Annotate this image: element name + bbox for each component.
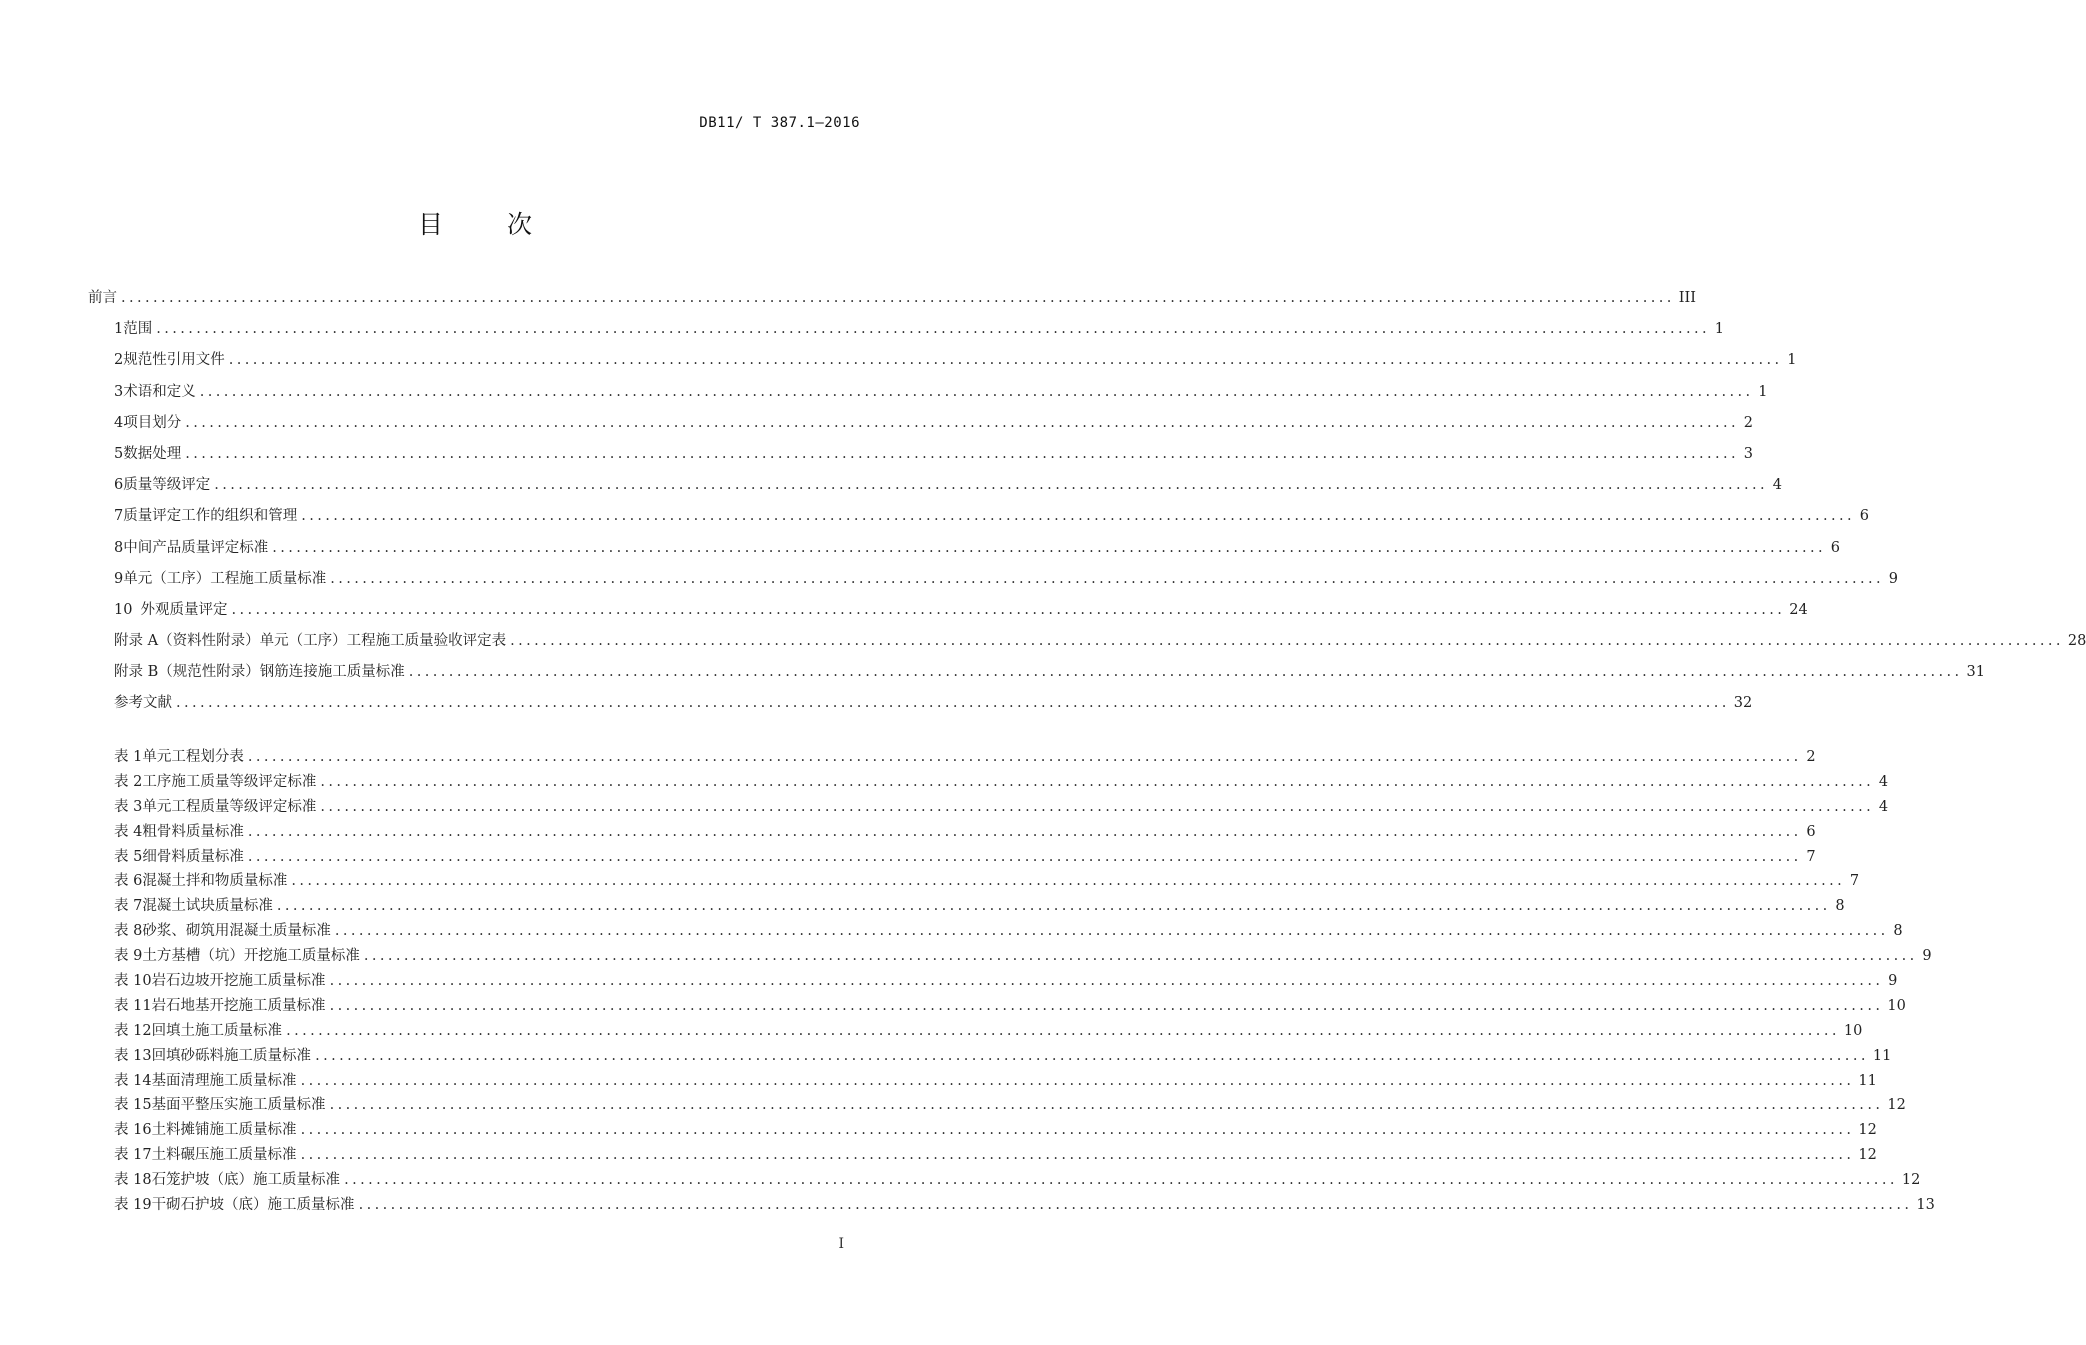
table-entry-title: 基面平整压实施工质量标准 — [151, 1097, 326, 1114]
dot-leader: .................................................................................................................................................................................................. — [329, 1097, 1884, 1114]
toc-entry-number: 7 — [114, 508, 124, 525]
table-entry-page: 10 — [1887, 997, 1906, 1014]
table-entry[interactable] — [114, 745, 1816, 770]
dot-leader: .................................................................................................................................................................................................. — [156, 321, 1711, 338]
toc-entry[interactable] — [114, 314, 1725, 345]
table-entry-number: 表 7 — [114, 898, 143, 915]
toc-entry-title: 单元（工序）工程施工质量验收评定表 — [259, 633, 507, 650]
dot-leader: .................................................................................................................................................................................................. — [330, 570, 1885, 587]
table-entry-number: 表 19 — [114, 1197, 152, 1214]
table-entry[interactable] — [114, 944, 1932, 969]
toc-entry-page: 2 — [1743, 414, 1754, 431]
table-entry[interactable] — [114, 919, 1903, 944]
table-entry-title: 土料碾压施工质量标准 — [151, 1147, 297, 1164]
document-code: DB11/ T 387.1—2016 — [699, 115, 860, 131]
toc-entry-page: 9 — [1888, 570, 1899, 587]
dot-leader: .................................................................................................................................................................................................. — [185, 445, 1740, 462]
table-entry[interactable] — [114, 994, 1906, 1019]
table-entry-page: 4 — [1878, 773, 1889, 790]
toc-entry-page: 6 — [1859, 508, 1870, 525]
toc-entry-number: 1 — [114, 321, 124, 338]
table-entry-title: 回填土施工质量标准 — [151, 1022, 283, 1039]
table-entry-title: 石笼护坡（底）施工质量标准 — [151, 1172, 341, 1189]
table-entry-number: 表 2 — [114, 773, 143, 790]
table-entry[interactable] — [114, 770, 1889, 795]
toc-entry[interactable] — [114, 533, 1841, 564]
dot-leader: .................................................................................................................................................................................................. — [408, 664, 1963, 681]
table-entry[interactable] — [114, 1044, 1892, 1069]
toc-entry-title: 中间产品质量评定标准 — [123, 539, 269, 556]
toc-entry-title: 外观质量评定 — [140, 601, 228, 618]
toc-entry-page: 1 — [1714, 321, 1725, 338]
table-entry-page: 12 — [1858, 1147, 1877, 1164]
table-entry-page: 6 — [1806, 823, 1816, 840]
table-entry-page: 11 — [1872, 1047, 1892, 1064]
table-entry-title: 工序施工质量等级评定标准 — [142, 773, 317, 790]
toc-entry[interactable] — [114, 377, 1768, 408]
toc-entry-number: 3 — [114, 383, 124, 400]
table-entry-page: 7 — [1806, 848, 1816, 865]
table-entry[interactable] — [114, 845, 1816, 870]
toc-entry-number: 8 — [114, 539, 124, 556]
table-entry-number: 表 1 — [114, 749, 143, 765]
toc-entry-page: 3 — [1743, 445, 1754, 462]
table-entry[interactable] — [114, 1193, 1935, 1218]
dot-leader: .................................................................................................................................................................................................. — [276, 898, 1831, 915]
toc-entry[interactable] — [114, 688, 1753, 719]
dot-leader: .................................................................................................................................................................................................. — [228, 352, 1783, 369]
toc-entry-number: 10 — [114, 601, 133, 618]
dot-leader: .................................................................................................................................................................................................. — [320, 773, 1875, 790]
table-entry-title: 基面清理施工质量标准 — [151, 1072, 297, 1089]
toc-entry-page: 1 — [1758, 383, 1768, 400]
dot-leader: .................................................................................................................................................................................................. — [286, 1022, 1840, 1039]
table-entry-page: 9 — [1888, 973, 1898, 990]
toc-entry-page: 1 — [1787, 352, 1797, 369]
dot-leader: .................................................................................................................................................................................................. — [185, 414, 1740, 431]
dot-leader: .................................................................................................................................................................................................. — [329, 997, 1884, 1014]
table-entry-page: 2 — [1806, 749, 1816, 765]
table-entry-page: 7 — [1849, 873, 1860, 890]
table-entry-title: 回填砂砾料施工质量标准 — [151, 1047, 312, 1064]
toc-entry-title: 项目划分 — [123, 414, 182, 431]
table-entry-page: 12 — [1901, 1172, 1921, 1189]
table-entry-page: 10 — [1843, 1022, 1863, 1039]
toc-entry-number: 6 — [114, 477, 124, 494]
toc-entry-page: 4 — [1772, 477, 1783, 494]
table-entry-number: 表 18 — [114, 1172, 152, 1189]
dot-leader: .................................................................................................................................................................................................. — [329, 973, 1884, 990]
dot-leader: .................................................................................................................................................................................................. — [334, 923, 1889, 940]
toc-entry[interactable] — [114, 501, 1870, 532]
table-entry-number: 表 8 — [114, 923, 143, 940]
toc-entry-page: 6 — [1830, 539, 1841, 556]
dot-leader: .................................................................................................................................................................................................. — [344, 1172, 1898, 1189]
toc-entry-number: 5 — [114, 445, 124, 462]
table-entry[interactable] — [114, 820, 1816, 845]
table-entry[interactable] — [114, 894, 1845, 919]
toc-entry[interactable] — [114, 408, 1754, 439]
table-entry[interactable] — [114, 969, 1898, 994]
table-entry[interactable] — [114, 1093, 1906, 1118]
table-entry-title: 单元工程划分表 — [142, 749, 244, 765]
table-entry-title: 细骨料质量标准 — [142, 848, 244, 865]
dot-leader: .................................................................................................................................................................................................. — [301, 508, 1856, 525]
toc-entry-title: 范围 — [123, 321, 153, 338]
table-entry[interactable] — [114, 1143, 1877, 1168]
toc-entry-page: 28 — [2067, 633, 2086, 650]
toc-entry-title: 质量等级评定 — [123, 477, 211, 494]
table-entry[interactable] — [114, 1168, 1921, 1193]
page-number: I — [838, 1236, 844, 1252]
dot-leader: .................................................................................................................................................................................................. — [247, 823, 1802, 840]
toc-entry[interactable] — [114, 345, 1797, 376]
toc-entry[interactable] — [114, 595, 1808, 626]
dot-leader: .................................................................................................................................................................................................. — [358, 1197, 1913, 1214]
dot-leader: .................................................................................................................................................................................................. — [214, 477, 1769, 494]
page-title: 目 次 — [418, 210, 560, 239]
table-entry-page: 4 — [1878, 798, 1889, 815]
table-entry-number: 表 10 — [114, 973, 152, 990]
toc-list — [88, 283, 2086, 720]
toc-entry-page: 32 — [1733, 695, 1753, 712]
dot-leader: .................................................................................................................................................................................................. — [300, 1122, 1855, 1139]
toc-entry-title: 术语和定义 — [123, 383, 196, 400]
dot-leader: .................................................................................................................................................................................................. — [231, 601, 1786, 618]
table-entry-page: 11 — [1858, 1072, 1877, 1089]
table-entry-number: 表 13 — [114, 1047, 152, 1064]
toc-entry-title: 质量评定工作的组织和管理 — [123, 508, 298, 525]
toc-entry-number: 附录 B（规范性附录） — [114, 664, 260, 681]
table-entry-page: 8 — [1893, 923, 1903, 940]
table-entry-title: 干砌石护坡（底）施工质量标准 — [151, 1197, 355, 1214]
dot-leader: .................................................................................................................................................................................................. — [510, 633, 2064, 650]
table-entry-number: 表 3 — [114, 798, 143, 815]
toc-entry[interactable] — [114, 470, 1783, 501]
toc-entry-appendix[interactable] — [114, 626, 2086, 657]
table-entry-number: 表 12 — [114, 1022, 152, 1039]
table-entry-number: 表 6 — [114, 873, 143, 890]
dot-leader: .................................................................................................................................................................................................. — [199, 383, 1754, 400]
toc-entry-title: 规范性引用文件 — [123, 352, 225, 369]
toc-entry-title: 钢筋连接施工质量标准 — [259, 664, 405, 681]
toc-entry-number: 4 — [114, 414, 124, 431]
toc-entry[interactable] — [88, 283, 1696, 314]
dot-leader: .................................................................................................................................................................................................. — [247, 848, 1802, 865]
table-entry-number: 表 9 — [114, 948, 143, 965]
table-entry-title: 混凝土拌和物质量标准 — [142, 873, 288, 890]
dot-leader: .................................................................................................................................................................................................. — [176, 695, 1730, 712]
toc-entry-number: 附录 A（资料性附录） — [114, 633, 260, 650]
table-entry-title: 粗骨料质量标准 — [142, 823, 244, 840]
table-entry-number: 表 11 — [114, 997, 152, 1014]
table-entry-page: 9 — [1922, 948, 1932, 965]
table-entry-number: 表 16 — [114, 1122, 152, 1139]
toc-entry-title: 单元（工序）工程施工质量标准 — [123, 570, 327, 587]
table-entry[interactable] — [114, 1019, 1863, 1044]
toc-entry-appendix[interactable] — [114, 657, 1985, 688]
table-entry-title: 混凝土试块质量标准 — [142, 898, 273, 915]
table-entry-title: 单元工程质量等级评定标准 — [142, 798, 317, 815]
dot-leader: .................................................................................................................................................................................................. — [315, 1047, 1869, 1064]
toc-entry[interactable] — [114, 564, 1899, 595]
table-entry[interactable] — [114, 869, 1860, 894]
dot-leader: .................................................................................................................................................................................................. — [320, 798, 1875, 815]
table-entry-number: 表 5 — [114, 848, 143, 865]
toc-entry-title: 前言 — [88, 290, 117, 306]
table-entry-number: 表 17 — [114, 1147, 152, 1164]
table-entry-title: 土料摊铺施工质量标准 — [151, 1122, 297, 1139]
dot-leader: .................................................................................................................................................................................................. — [300, 1147, 1855, 1164]
dot-leader: .................................................................................................................................................................................................. — [121, 290, 1675, 306]
toc-entry-page: III — [1678, 290, 1696, 306]
toc-entry-number: 9 — [114, 570, 124, 587]
table-entry-title: 岩石边坡开挖施工质量标准 — [151, 973, 326, 990]
table-entry[interactable] — [114, 795, 1889, 820]
table-entry-title: 砂浆、砌筑用混凝土质量标准 — [142, 923, 331, 940]
dot-leader: .................................................................................................................................................................................................. — [247, 749, 1802, 765]
toc-entry-title: 参考文献 — [114, 695, 172, 712]
toc-entry[interactable] — [114, 439, 1754, 470]
table-entry-number: 表 15 — [114, 1097, 152, 1114]
table-entry-page: 12 — [1887, 1097, 1906, 1114]
table-entry-page: 12 — [1858, 1122, 1877, 1139]
dot-leader: .................................................................................................................................................................................................. — [272, 539, 1827, 556]
table-entry-title: 土方基槽（坑）开挖施工质量标准 — [142, 948, 360, 965]
toc-entry-title: 数据处理 — [123, 445, 182, 462]
dot-leader: .................................................................................................................................................................................................. — [300, 1072, 1855, 1089]
table-entry-number: 表 4 — [114, 823, 143, 840]
table-entry-number: 表 14 — [114, 1072, 152, 1089]
table-entry-title: 岩石地基开挖施工质量标准 — [151, 997, 326, 1014]
toc-entry-page: 24 — [1789, 601, 1808, 618]
table-entry-page: 8 — [1835, 898, 1845, 915]
dot-leader: .................................................................................................................................................................................................. — [363, 948, 1918, 965]
table-entry-page: 13 — [1916, 1197, 1935, 1214]
table-list — [114, 745, 1935, 1218]
toc-entry-number: 2 — [114, 352, 124, 369]
toc-entry-page: 31 — [1966, 664, 1985, 681]
table-entry[interactable] — [114, 1118, 1877, 1143]
dot-leader: .................................................................................................................................................................................................. — [291, 873, 1846, 890]
table-entry[interactable] — [114, 1069, 1877, 1094]
